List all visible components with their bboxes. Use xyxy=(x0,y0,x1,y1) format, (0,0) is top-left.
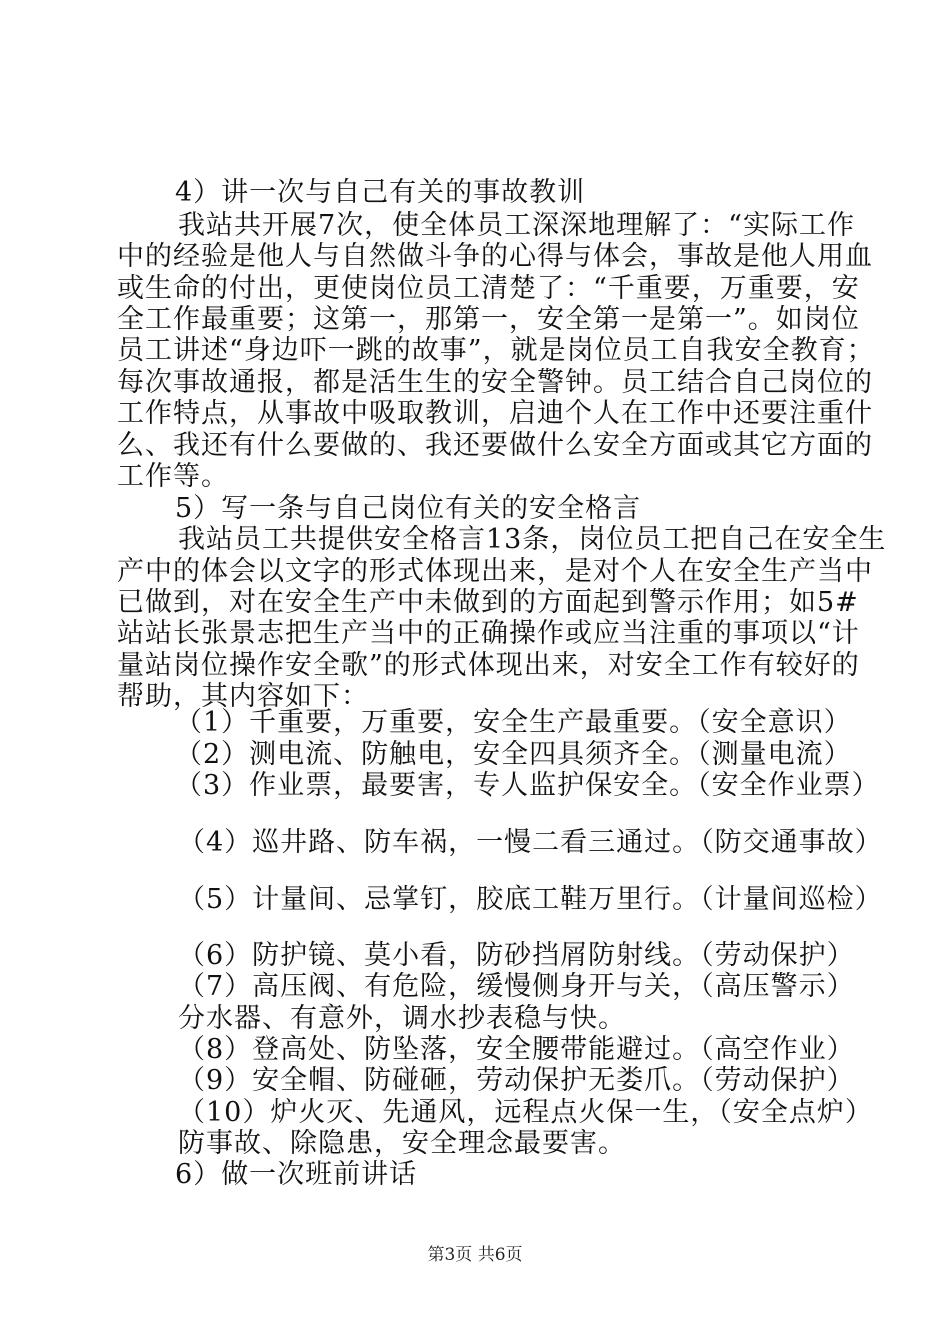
motto-item: （2）测电流、防触电，安全四具须齐全。（测量电流） xyxy=(175,739,852,770)
paragraph-line: 或生命的付出，更使岗位员工清楚了：“千重要，万重要，安 xyxy=(117,273,860,304)
motto-item: （10）炉火灭、先通风，远程点火保一生，（安全点炉） xyxy=(178,1097,873,1128)
section-heading-5: 5）写一条与自己岗位有关的安全格言 xyxy=(175,493,642,524)
motto-item: （7）高压阀、有危险，缓慢侧身开与关，（高压警示） xyxy=(178,971,855,1002)
paragraph-line: 员工讲述“身边吓一跳的故事”，就是岗位员工自我安全教育； xyxy=(117,335,875,366)
page-number-footer: 第3页 共6页 xyxy=(427,1245,523,1265)
paragraph-line: 工作等。 xyxy=(117,461,229,492)
paragraph-line: 帮助，其内容如下： xyxy=(117,681,369,712)
paragraph-line: 么、我还有什么要做的、我还要做什么安全方面或其它方面的 xyxy=(117,430,873,461)
paragraph-line: 量站岗位操作安全歌”的形式体现出来，对安全工作有较好的 xyxy=(117,650,860,681)
section-heading-6: 6）做一次班前讲话 xyxy=(175,1159,418,1190)
motto-item: （6）防护镜、莫小看，防砂挡屑防射线。（劳动保护） xyxy=(178,940,855,971)
motto-item: （3）作业票，最要害，专人监护保安全。（安全作业票） xyxy=(175,770,880,801)
paragraph-line: 我站共开展7次，使全体员工深深地理解了：“实际工作 xyxy=(178,210,855,241)
motto-item: （9）安全帽、防碰砸，劳动保护无娄爪。（劳动保护） xyxy=(178,1065,855,1096)
section-heading-4: 4）讲一次与自己有关的事故教训 xyxy=(175,177,586,208)
paragraph-line: 中的经验是他人与自然做斗争的心得与体会，事故是他人用血 xyxy=(117,241,873,272)
paragraph-line: 产中的体会以文字的形式体现出来，是对个人在安全生产当中 xyxy=(117,556,873,587)
paragraph-line: 已做到，对在安全生产中未做到的方面起到警示作用；如5# xyxy=(117,587,859,618)
paragraph-line: 全工作最重要；这第一，那第一，安全第一是第一”。如岗位 xyxy=(117,304,860,335)
motto-item: （5）计量间、忌掌钉，胶底工鞋万里行。（计量间巡检） xyxy=(178,884,883,915)
motto-item-continuation: 分水器、有意外，调水抄表稳与快。 xyxy=(178,1003,626,1034)
paragraph-line: 我站员工共提供安全格言13条，岗位员工把自己在安全生 xyxy=(178,524,887,555)
paragraph-line: 每次事故通报，都是活生生的安全警钟。员工结合自己岗位的 xyxy=(117,367,873,398)
paragraph-line: 工作特点，从事故中吸取教训，启迪个人在工作中还要注重什 xyxy=(117,398,873,429)
motto-item: （1）千重要，万重要，安全生产最重要。（安全意识） xyxy=(175,707,852,738)
paragraph-line: 站站长张景志把生产当中的正确操作或应当注重的事项以“计 xyxy=(117,618,860,649)
motto-item: （4）巡井路、防车祸，一慢二看三通过。（防交通事故） xyxy=(178,827,883,858)
motto-item: （8）登高处、防坠落，安全腰带能避过。（高空作业） xyxy=(178,1034,855,1065)
motto-item-continuation: 防事故、除隐患，安全理念最要害。 xyxy=(178,1128,626,1159)
